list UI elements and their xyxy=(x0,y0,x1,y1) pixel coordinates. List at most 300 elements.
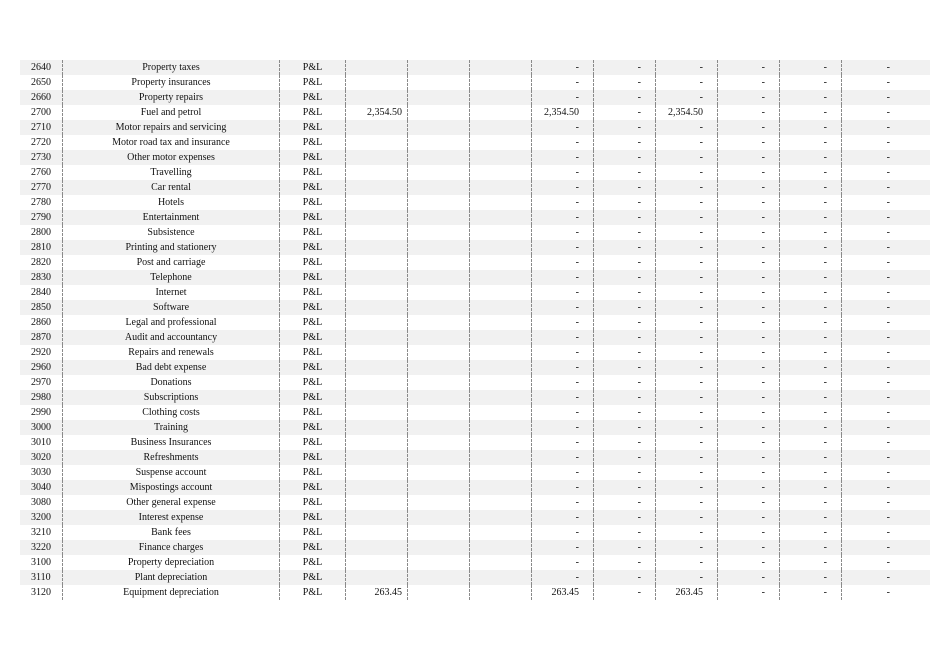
period-cell: - xyxy=(886,62,890,73)
period-cell: - xyxy=(886,257,890,268)
amount-cell xyxy=(346,345,408,360)
total-cell: - xyxy=(656,165,718,180)
account-description: Post and carriage xyxy=(62,255,280,270)
total-cell: - xyxy=(656,525,718,540)
empty-cell xyxy=(470,420,532,435)
account-description: Mispostings account xyxy=(62,480,280,495)
empty-cell xyxy=(470,150,532,165)
account-description: Other motor expenses xyxy=(62,150,280,165)
movement-cell: - xyxy=(594,495,656,510)
account-description: Property depreciation xyxy=(62,555,280,570)
account-code: 3040 xyxy=(31,482,51,493)
account-type: P&L xyxy=(280,105,346,120)
balance-cell: 263.45 xyxy=(532,585,594,600)
account-description: Bad debt expense xyxy=(62,360,280,375)
period-cell: - xyxy=(718,570,780,585)
account-type: P&L xyxy=(280,360,346,375)
period-cell: - xyxy=(718,555,780,570)
period-cell: - xyxy=(780,165,842,180)
amount-cell xyxy=(346,90,408,105)
period-cell: - xyxy=(718,180,780,195)
table-row xyxy=(20,165,930,180)
account-code: 2790 xyxy=(31,212,51,223)
amount-cell xyxy=(346,165,408,180)
period-cell: - xyxy=(718,480,780,495)
table-row xyxy=(20,210,930,225)
period-cell: - xyxy=(718,90,780,105)
balance-cell: - xyxy=(532,360,594,375)
period-cell: - xyxy=(718,60,780,75)
amount-cell xyxy=(346,570,408,585)
account-code: 3010 xyxy=(31,437,51,448)
movement-cell: - xyxy=(594,435,656,450)
period-cell: - xyxy=(718,405,780,420)
empty-cell xyxy=(470,135,532,150)
movement-cell: - xyxy=(594,510,656,525)
total-cell: - xyxy=(656,555,718,570)
total-cell: - xyxy=(656,375,718,390)
period-cell: - xyxy=(780,330,842,345)
balance-cell: - xyxy=(532,450,594,465)
empty-cell xyxy=(470,90,532,105)
period-cell: - xyxy=(718,285,780,300)
total-cell: - xyxy=(656,495,718,510)
period-cell: - xyxy=(780,375,842,390)
account-code: 2840 xyxy=(31,287,51,298)
account-description: Subsistence xyxy=(62,225,280,240)
period-cell: - xyxy=(780,555,842,570)
balance-cell: - xyxy=(532,315,594,330)
empty-cell xyxy=(470,405,532,420)
account-description: Property taxes xyxy=(62,60,280,75)
period-cell: - xyxy=(718,450,780,465)
account-type: P&L xyxy=(280,585,346,600)
account-code: 2920 xyxy=(31,347,51,358)
period-cell: - xyxy=(886,212,890,223)
movement-cell: - xyxy=(594,135,656,150)
empty-cell xyxy=(408,150,470,165)
account-code: 2780 xyxy=(31,197,51,208)
account-description: Travelling xyxy=(62,165,280,180)
empty-cell xyxy=(470,195,532,210)
period-cell: - xyxy=(780,345,842,360)
period-cell: - xyxy=(718,360,780,375)
period-cell: - xyxy=(780,120,842,135)
period-cell: - xyxy=(886,197,890,208)
period-cell: - xyxy=(886,302,890,313)
period-cell: - xyxy=(780,135,842,150)
total-cell: - xyxy=(656,195,718,210)
period-cell: - xyxy=(886,572,890,583)
account-type: P&L xyxy=(280,405,346,420)
balance-cell: - xyxy=(532,225,594,240)
period-cell: - xyxy=(718,120,780,135)
period-cell: - xyxy=(780,60,842,75)
account-code: 2830 xyxy=(31,272,51,283)
period-cell: - xyxy=(780,195,842,210)
balance-cell: - xyxy=(532,555,594,570)
account-type: P&L xyxy=(280,240,346,255)
empty-cell xyxy=(408,390,470,405)
account-code: 3110 xyxy=(31,572,51,583)
empty-cell xyxy=(470,435,532,450)
period-cell: - xyxy=(780,480,842,495)
period-cell: - xyxy=(886,407,890,418)
account-description: Legal and professional xyxy=(62,315,280,330)
amount-cell xyxy=(346,465,408,480)
account-code: 3030 xyxy=(31,467,51,478)
total-cell: - xyxy=(656,345,718,360)
empty-cell xyxy=(470,300,532,315)
account-description: Software xyxy=(62,300,280,315)
empty-cell xyxy=(470,570,532,585)
empty-cell xyxy=(408,105,470,120)
period-cell: - xyxy=(886,167,890,178)
table-row xyxy=(20,195,930,210)
table-row xyxy=(20,225,930,240)
account-code: 2850 xyxy=(31,302,51,313)
empty-cell xyxy=(408,450,470,465)
account-code: 3100 xyxy=(31,557,51,568)
empty-cell xyxy=(408,405,470,420)
account-type: P&L xyxy=(280,375,346,390)
account-type: P&L xyxy=(280,465,346,480)
period-cell: - xyxy=(718,510,780,525)
account-description: Business Insurances xyxy=(62,435,280,450)
account-type: P&L xyxy=(280,255,346,270)
account-description: Repairs and renewals xyxy=(62,345,280,360)
total-cell: - xyxy=(656,360,718,375)
balance-cell: - xyxy=(532,495,594,510)
account-description: Motor road tax and insurance xyxy=(62,135,280,150)
period-cell: - xyxy=(886,557,890,568)
period-cell: - xyxy=(780,540,842,555)
account-code: 2700 xyxy=(31,107,51,118)
period-cell: - xyxy=(718,165,780,180)
period-cell: - xyxy=(718,270,780,285)
balance-cell: - xyxy=(532,510,594,525)
account-description: Bank fees xyxy=(62,525,280,540)
empty-cell xyxy=(470,210,532,225)
amount-cell xyxy=(346,75,408,90)
empty-cell xyxy=(470,510,532,525)
account-description: Fuel and petrol xyxy=(62,105,280,120)
table-row xyxy=(20,390,930,405)
total-cell: - xyxy=(656,270,718,285)
account-type: P&L xyxy=(280,315,346,330)
movement-cell: - xyxy=(594,165,656,180)
balance-cell: - xyxy=(532,420,594,435)
account-code: 3000 xyxy=(31,422,51,433)
period-cell: - xyxy=(718,210,780,225)
balance-cell: - xyxy=(532,210,594,225)
account-description: Internet xyxy=(62,285,280,300)
total-cell: - xyxy=(656,285,718,300)
account-type: P&L xyxy=(280,525,346,540)
empty-cell xyxy=(408,570,470,585)
table-row xyxy=(20,315,930,330)
movement-cell: - xyxy=(594,180,656,195)
table-row xyxy=(20,585,930,600)
period-cell: - xyxy=(718,195,780,210)
total-cell: - xyxy=(656,90,718,105)
period-cell: - xyxy=(718,150,780,165)
balance-cell: - xyxy=(532,570,594,585)
empty-cell xyxy=(408,345,470,360)
amount-cell xyxy=(346,195,408,210)
account-type: P&L xyxy=(280,90,346,105)
account-code: 2760 xyxy=(31,167,51,178)
empty-cell xyxy=(470,495,532,510)
account-type: P&L xyxy=(280,135,346,150)
balance-cell: 2,354.50 xyxy=(532,105,594,120)
total-cell: - xyxy=(656,465,718,480)
account-description: Donations xyxy=(62,375,280,390)
account-code: 2870 xyxy=(31,332,51,343)
account-description: Other general expense xyxy=(62,495,280,510)
account-type: P&L xyxy=(280,120,346,135)
balance-cell: - xyxy=(532,390,594,405)
empty-cell xyxy=(470,525,532,540)
amount-cell xyxy=(346,150,408,165)
period-cell: - xyxy=(718,375,780,390)
balance-cell: - xyxy=(532,285,594,300)
amount-cell xyxy=(346,450,408,465)
movement-cell: - xyxy=(594,570,656,585)
period-cell: - xyxy=(780,390,842,405)
movement-cell: - xyxy=(594,540,656,555)
movement-cell: - xyxy=(594,300,656,315)
total-cell: - xyxy=(656,180,718,195)
total-cell: - xyxy=(656,150,718,165)
total-cell: - xyxy=(656,330,718,345)
total-cell: - xyxy=(656,225,718,240)
movement-cell: - xyxy=(594,360,656,375)
account-description: Telephone xyxy=(62,270,280,285)
table-row xyxy=(20,330,930,345)
movement-cell: - xyxy=(594,240,656,255)
period-cell: - xyxy=(718,390,780,405)
account-description: Printing and stationery xyxy=(62,240,280,255)
empty-cell xyxy=(408,315,470,330)
period-cell: - xyxy=(886,347,890,358)
period-cell: - xyxy=(780,255,842,270)
period-cell: - xyxy=(780,525,842,540)
empty-cell xyxy=(408,420,470,435)
period-cell: - xyxy=(886,137,890,148)
period-cell: - xyxy=(886,497,890,508)
period-cell: - xyxy=(780,585,842,600)
account-type: P&L xyxy=(280,540,346,555)
total-cell: - xyxy=(656,75,718,90)
period-cell: - xyxy=(886,452,890,463)
balance-cell: - xyxy=(532,330,594,345)
period-cell: - xyxy=(718,255,780,270)
empty-cell xyxy=(470,360,532,375)
amount-cell xyxy=(346,255,408,270)
empty-cell xyxy=(408,480,470,495)
period-cell: - xyxy=(718,300,780,315)
balance-cell: - xyxy=(532,480,594,495)
account-description: Property repairs xyxy=(62,90,280,105)
amount-cell xyxy=(346,300,408,315)
empty-cell xyxy=(408,180,470,195)
account-type: P&L xyxy=(280,330,346,345)
total-cell: - xyxy=(656,60,718,75)
period-cell: - xyxy=(886,377,890,388)
balance-cell: - xyxy=(532,300,594,315)
empty-cell xyxy=(470,315,532,330)
account-type: P&L xyxy=(280,180,346,195)
empty-cell xyxy=(408,225,470,240)
table-row xyxy=(20,405,930,420)
total-cell: - xyxy=(656,450,718,465)
table-row xyxy=(20,285,930,300)
movement-cell: - xyxy=(594,585,656,600)
movement-cell: - xyxy=(594,255,656,270)
account-type: P&L xyxy=(280,435,346,450)
period-cell: - xyxy=(886,122,890,133)
account-code: 2980 xyxy=(31,392,51,403)
account-type: P&L xyxy=(280,150,346,165)
movement-cell: - xyxy=(594,525,656,540)
empty-cell xyxy=(408,555,470,570)
period-cell: - xyxy=(886,482,890,493)
empty-cell xyxy=(470,285,532,300)
period-cell: - xyxy=(780,450,842,465)
period-cell: - xyxy=(780,225,842,240)
account-type: P&L xyxy=(280,555,346,570)
empty-cell xyxy=(470,480,532,495)
period-cell: - xyxy=(886,272,890,283)
table-row xyxy=(20,180,930,195)
account-type: P&L xyxy=(280,225,346,240)
empty-cell xyxy=(408,195,470,210)
period-cell: - xyxy=(886,227,890,238)
account-description: Car rental xyxy=(62,180,280,195)
empty-cell xyxy=(470,75,532,90)
empty-cell xyxy=(470,345,532,360)
total-cell: - xyxy=(656,435,718,450)
period-cell: - xyxy=(718,585,780,600)
movement-cell: - xyxy=(594,390,656,405)
empty-cell xyxy=(408,375,470,390)
period-cell: - xyxy=(718,495,780,510)
period-cell: - xyxy=(780,270,842,285)
table-row xyxy=(20,450,930,465)
movement-cell: - xyxy=(594,480,656,495)
empty-cell xyxy=(408,300,470,315)
movement-cell: - xyxy=(594,450,656,465)
total-cell: - xyxy=(656,210,718,225)
empty-cell xyxy=(408,330,470,345)
empty-cell xyxy=(470,240,532,255)
balance-cell: - xyxy=(532,255,594,270)
movement-cell: - xyxy=(594,225,656,240)
total-cell: - xyxy=(656,405,718,420)
account-type: P&L xyxy=(280,480,346,495)
account-code: 2720 xyxy=(31,137,51,148)
empty-cell xyxy=(408,75,470,90)
empty-cell xyxy=(470,180,532,195)
account-type: P&L xyxy=(280,60,346,75)
empty-cell xyxy=(408,510,470,525)
account-code: 3210 xyxy=(31,527,51,538)
empty-cell xyxy=(470,375,532,390)
balance-cell: - xyxy=(532,525,594,540)
balance-cell: - xyxy=(532,150,594,165)
period-cell: - xyxy=(886,77,890,88)
account-type: P&L xyxy=(280,75,346,90)
empty-cell xyxy=(470,270,532,285)
balance-cell: - xyxy=(532,240,594,255)
amount-cell xyxy=(346,180,408,195)
table-row xyxy=(20,105,930,120)
amount-cell xyxy=(346,120,408,135)
account-code: 3120 xyxy=(31,587,51,598)
account-description: Motor repairs and servicing xyxy=(62,120,280,135)
period-cell: - xyxy=(718,465,780,480)
movement-cell: - xyxy=(594,60,656,75)
account-description: Training xyxy=(62,420,280,435)
period-cell: - xyxy=(886,287,890,298)
empty-cell xyxy=(408,585,470,600)
empty-cell xyxy=(408,240,470,255)
movement-cell: - xyxy=(594,210,656,225)
total-cell: - xyxy=(656,480,718,495)
account-type: P&L xyxy=(280,270,346,285)
empty-cell xyxy=(408,60,470,75)
total-cell: - xyxy=(656,255,718,270)
movement-cell: - xyxy=(594,375,656,390)
table-row xyxy=(20,540,930,555)
amount-cell xyxy=(346,360,408,375)
balance-cell: - xyxy=(532,180,594,195)
table-row xyxy=(20,120,930,135)
period-cell: - xyxy=(886,317,890,328)
period-cell: - xyxy=(780,435,842,450)
amount-cell xyxy=(346,555,408,570)
period-cell: - xyxy=(718,525,780,540)
table-row xyxy=(20,270,930,285)
account-type: P&L xyxy=(280,510,346,525)
balance-cell: - xyxy=(532,195,594,210)
period-cell: - xyxy=(780,240,842,255)
period-cell: - xyxy=(780,495,842,510)
table-row xyxy=(20,495,930,510)
account-description: Finance charges xyxy=(62,540,280,555)
account-type: P&L xyxy=(280,345,346,360)
balance-cell: - xyxy=(532,345,594,360)
balance-cell: - xyxy=(532,405,594,420)
amount-cell xyxy=(346,330,408,345)
balance-cell: - xyxy=(532,165,594,180)
empty-cell xyxy=(408,165,470,180)
account-code: 2860 xyxy=(31,317,51,328)
period-cell: - xyxy=(886,242,890,253)
total-cell: - xyxy=(656,315,718,330)
empty-cell xyxy=(408,210,470,225)
account-type: P&L xyxy=(280,570,346,585)
account-code: 2810 xyxy=(31,242,51,253)
movement-cell: - xyxy=(594,330,656,345)
period-cell: - xyxy=(886,332,890,343)
amount-cell: 2,354.50 xyxy=(346,105,408,120)
empty-cell xyxy=(408,495,470,510)
empty-cell xyxy=(408,435,470,450)
amount-cell xyxy=(346,405,408,420)
period-cell: - xyxy=(780,285,842,300)
